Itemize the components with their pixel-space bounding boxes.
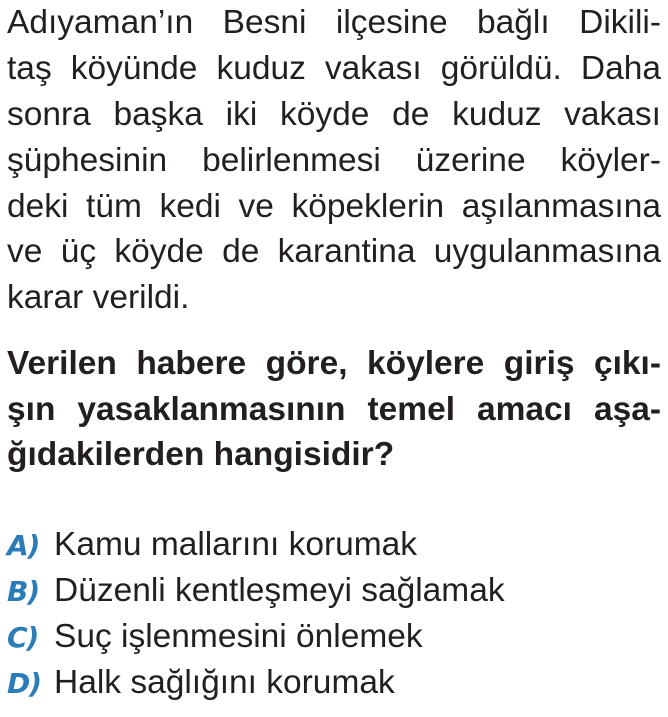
option-letter: D) — [7, 666, 42, 700]
question-line: ğıdakilerden hangisidir? — [7, 436, 395, 473]
passage-line: şüphesinin belirlenmesi üzerine köyler- — [7, 141, 661, 179]
question-line: Verilen habere göre, köylere giriş çıkı- — [7, 345, 661, 382]
question-line: şın yasaklanmasının temel amacı aşa- — [7, 390, 661, 428]
option-letter: C) — [7, 620, 39, 654]
passage-line: deki tüm kedi ve köpeklerin aşılanmasına — [7, 187, 661, 225]
option-letter: A) — [7, 528, 40, 562]
passage-line: Adıyaman’ın Besni ilçesine bağlı Dikili- — [7, 4, 661, 41]
option-b[interactable] — [7, 568, 661, 614]
option-a[interactable] — [7, 522, 661, 568]
option-text: Suç işlenmesini önlemek — [54, 618, 423, 655]
option-letter: B) — [7, 574, 40, 608]
option-text: Kamu mallarını korumak — [54, 526, 418, 563]
passage-line: taş köyünde kuduz vakası görüldü. Daha — [7, 49, 661, 87]
answer-options — [7, 522, 661, 706]
option-text: Düzenli kentleşmeyi sağlamak — [54, 572, 505, 609]
passage-line: ve üç köyde de karantina uygulanmasına — [7, 233, 661, 271]
option-c[interactable] — [7, 614, 661, 660]
question-stem — [7, 341, 661, 478]
news-passage — [7, 0, 661, 321]
passage-line: karar verildi. — [7, 279, 190, 317]
option-d[interactable] — [7, 660, 661, 706]
passage-line: sonra başka iki köyde de kuduz vakası — [7, 95, 661, 133]
option-text: Halk sağlığını korumak — [54, 664, 395, 701]
